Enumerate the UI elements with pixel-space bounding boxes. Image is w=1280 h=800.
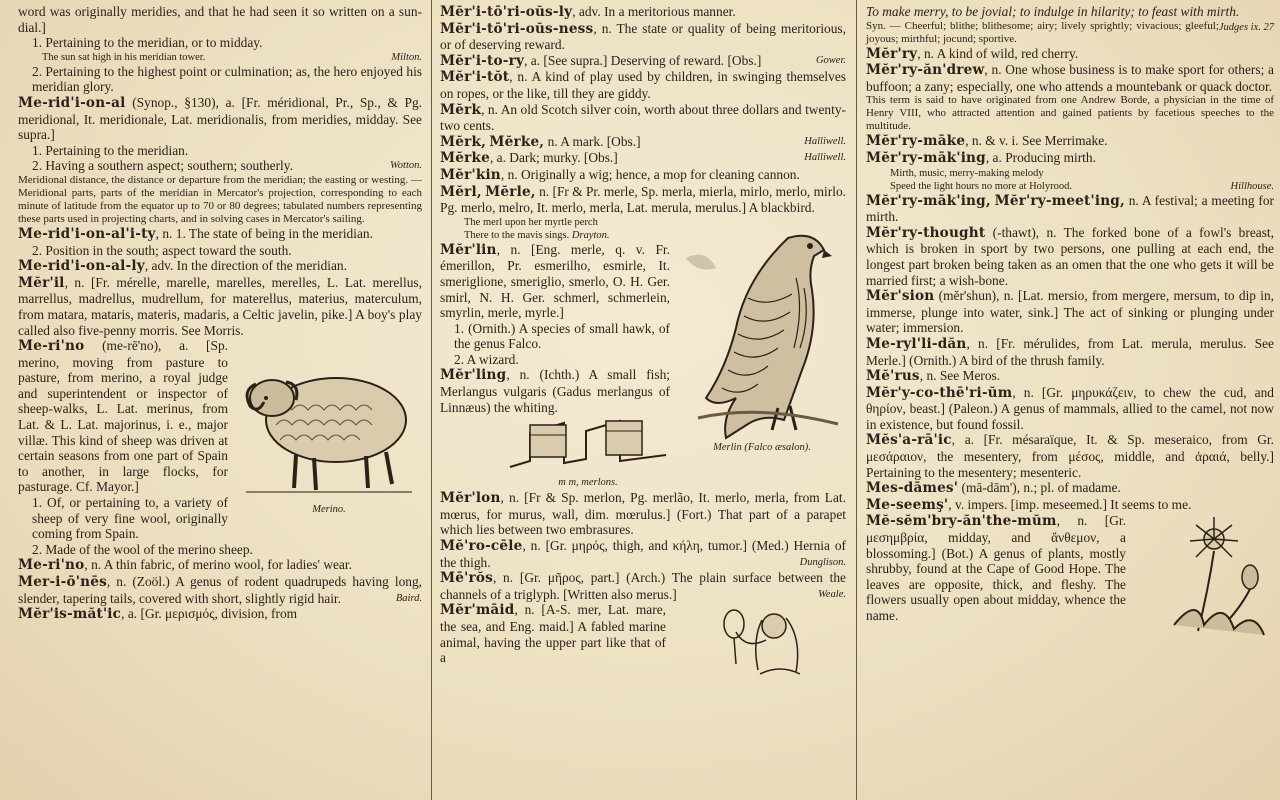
- headword: Me-rid'i-on-al-ly: [18, 258, 145, 275]
- entry-mesdames: Mes-dāmes' (mā-dām'), n.; pl. of madame.: [866, 480, 1121, 497]
- headword: Mĕr'sion: [866, 288, 935, 305]
- entry-merus: Mĕ'rus, n. See Meros.: [866, 368, 1001, 385]
- definition-sense: 1. (Ornith.) A species of small hawk, of the genus Falco.: [454, 320, 670, 352]
- entry-merl: Mĕrl, Mĕrle, n. [Fr & Pr. merle, Sp. merla, mierla, mirlo, merlo, mirlo. Pg. merlo, melro, It. merlo, merla, Lat. merula, merulus.] A blackbird.: [440, 183, 846, 216]
- entry-merry-making-adj: Mĕr'ry-māk'ing, a. Producing mirth.: [866, 149, 1096, 166]
- headword: Mĕr'i-tŏt: [440, 69, 510, 86]
- entry-meros: Mē'rŏs, n. [Gr. μῆρος, part.] (Arch.) The plain surface between the channels of a triglyph. [Written also merus.] Weale.: [440, 570, 846, 602]
- headword: Mĕrk: [440, 101, 482, 118]
- headword: Mĕr'lon: [440, 490, 501, 507]
- figure-caption: m m, merlons.: [558, 477, 618, 489]
- headword: Me-rid'i-on-al'i-ty: [18, 225, 156, 242]
- merlin-illustration: [678, 218, 846, 453]
- mesembryanthemum-illustration: [1134, 515, 1274, 645]
- entry-merry-andrew: Mĕr'ry-ăn'drew, n. One whose business is to make sport for others; a buffoon; a zany; especially, one who attends a mountebank or quack doctor.: [866, 62, 1274, 94]
- column-left: [14, 0, 426, 800]
- headword: Me-ri'no: [18, 557, 85, 574]
- headword: Mĕr'ry-meet'ing,: [994, 192, 1125, 209]
- entry-meril: Mĕr'il, n. [Fr. mérelle, marelle, marelles, merelles, L. Lat. merellus, marrellus, madrellus, mudrellum, for materellus, materius, materculum, from matara, mataris, materis, madaris, a Celtic javelin, pike.] A boy's play called also five-penny morris. See Morris.: [18, 274, 422, 338]
- entry-meritoriousness: Mĕr'i-tō'ri-oŭs-ness, n. The state or quality of being meritorious, or of deserving reward.: [440, 20, 846, 53]
- merlon-illustration: [506, 417, 670, 488]
- entry-mesaraic: Mĕs'a-rā'ic, a. [Fr. mésaraïque, It. & Sp. meseraico, from Gr. μεσάραιον, the mesentery, from μέσος, middle, and ἀραιά, belly.] Pertaining to the mesentery; mesenteric.: [866, 432, 1274, 480]
- definition-sense: 2. Made of the wool of the merino sheep.: [32, 541, 253, 557]
- headword: Mĕr'i-to-ry: [440, 52, 525, 69]
- entry-meridionality: Me-rid'i-on-al'i-ty, n. 1. The state of being in the meridian.: [18, 225, 373, 242]
- headword: Me-rid'i-on-al: [18, 94, 126, 111]
- entry-continuation: To make merry, to be jovial; to indulge in hilarity; to feast with mirth. Judges ix. 27: [866, 4, 1274, 33]
- mermaid-icon: [674, 604, 846, 694]
- entry-merry-cherry: Mĕr'ry, n. A kind of wild, red cherry.: [866, 45, 1079, 62]
- column-right: [862, 0, 1278, 800]
- entry-merlon: Mĕr'lon, n. [Fr & Sp. merlon, Pg. merlão, It. merlo, merla, from Lat. mœrus, for murus, wall, dim. mœrulus.] (Fort.) That part of a parapet which lies between two embrasures.: [440, 490, 846, 538]
- merino-illustration: [236, 340, 422, 515]
- definition-sense: 2. A wizard.: [454, 351, 519, 367]
- entry-mersion: Mĕr'sion (mĕr'shun), n. [Lat. mersio, from mergere, mersum, to dip in, immerse, plunge into water, sink.] The act of sinking or plunging under water; immersion.: [866, 288, 1274, 336]
- entry-meritory: Mĕr'i-to-ry, a. [See supra.] Deserving of reward. [Obs.] Gower.: [440, 52, 846, 69]
- entry-mesembryanthemum: Mĕ-sĕm'bry-ăn'the-mŭm, n. [Gr. μεσημβρία, midday, and ἄνθεμον, a blossoming.] (Bot.) A genus of plants, mostly shrubby, found at the Cape of Good Hope. The leaves are opposite, thick, and fleshy. The flowers usually open about midday, whence the name.: [866, 513, 1126, 623]
- headword: Me-ryl'li-dăn: [866, 335, 967, 352]
- headword: Mĕ'rus: [866, 368, 920, 385]
- entry-merke-dark: Mĕrke, a. Dark; murky. [Obs.] Halliwell.: [440, 150, 846, 167]
- entry-merino: Me-ri'no (me-rē'no), a. [Sp. merino, moving from pasture to pasture, from merino, a royal judge and superintendent or inspector of sheep-walks, L. Lat. merinus, from Lat. & L. Lat. majorinus, i. e., major villæ. This kind of sheep was driven at certain seasons from one part of Spain to another, in large flocks, for pasturage. Cf. Mayor.]: [18, 338, 228, 495]
- entry-merino-fabric: Me-ri'no, n. A thin fabric, of merino wool, for ladies' wear.: [18, 557, 352, 574]
- column-rule-left: [431, 0, 432, 800]
- entry-merkin: Mĕr'kin, n. Originally a wig; hence, a mop for cleaning cannon.: [440, 166, 800, 183]
- headword: Mĕr'ry: [866, 45, 918, 62]
- headword: Mĕ-sĕm'bry-ăn'the-mŭm: [866, 513, 1057, 530]
- figure-caption: Merino.: [312, 504, 346, 516]
- definition-sense: 1. Pertaining to the meridian, or to midday.: [32, 35, 263, 51]
- entry-merry-make: Mĕr'ry-māke, n. & v. i. See Merrimake.: [866, 133, 1108, 150]
- sheep-icon: [236, 340, 422, 502]
- quotation: The merl upon her myrtle perch There to the mavis sings. Drayton.: [464, 216, 610, 241]
- headword: Mĕs'a-rā'ic: [866, 432, 952, 449]
- entry-merry-making-noun: Mĕr'ry-māk'ing, Mĕr'ry-meet'ing, n. A festival; a meeting for mirth.: [866, 192, 1274, 225]
- quotation: Mirth, music, merry-making melody Speed the light hours no more at Holyrood. Hillhouse.: [890, 167, 1274, 192]
- headword: Mĕr'ry-ăn'drew: [866, 62, 985, 79]
- figure-caption: Merlin (Falco æsalon).: [713, 441, 811, 453]
- entry-merycotherium: Mĕr'y-co-thē'ri-ŭm, n. [Gr. μηρυκάζειν, to chew the cud, and θηρίον, beast.] (Paleon.) A genus of mammals, allied to the camel, not now in existence, but found fossil.: [866, 384, 1274, 432]
- headword: Mĕrk,: [440, 133, 487, 150]
- entry-meritoriously: Mĕr'i-tō'ri-oŭs-ly, adv. In a meritorious manner.: [440, 4, 736, 20]
- entry-mermaid: Mĕr'māid, n. [A-S. mer, Lat. mare, the sea, and Eng. maid.] A fabled marine animal, having the upper part like that of a: [440, 602, 666, 666]
- headword: Mĕrl,: [440, 183, 482, 200]
- headword: Me-seemş': [866, 496, 949, 513]
- definition-sense: 2. Having a southern aspect; southern; southerly. Wotton.: [32, 158, 422, 174]
- usage-note: This term is said to have originated from one Andrew Borde, a physician in the time of Henry VIII, who attracted attention and gained patients by facetious speeches to the multitude.: [866, 94, 1274, 133]
- definition-sense: 1. Of, or pertaining to, a variety of sheep of very fine wool, originally coming from Spain.: [32, 495, 228, 542]
- entry-merk: Mĕrk, n. An old Scotch silver coin, worth about three dollars and twenty-two cents.: [440, 101, 846, 134]
- entry-merismatic: Mĕr'is-măt'ic, a. [Gr. μερισμός, division, from: [18, 606, 298, 623]
- entry-meridional: Me-rid'i-on-al (Synop., §130), a. [Fr. méridional, Pr., Sp., & Pg. meridional, It. meridionale, Lat. meridionalis, from meridies, midday. See supra.]: [18, 94, 422, 143]
- entry-merullidan: Me-ryl'li-dăn, n. [Fr. mérulides, from Lat. merula, merulus. See Merle.] (Ornith.) A bird of the thrush family.: [866, 335, 1274, 368]
- headword: Mĕr'ling: [440, 367, 507, 384]
- definition-sense: 1. Pertaining to the meridian.: [32, 142, 189, 158]
- headword: Mĕr'il: [18, 274, 65, 291]
- merlin-hawk-icon: [678, 218, 846, 440]
- column-rule-right: [856, 0, 857, 800]
- headword: Mer-i-ō'nēs: [18, 574, 107, 590]
- headword: Mĕr'ry-māk'ing,: [866, 192, 991, 209]
- headword: Mĕr'y-co-thē'ri-ŭm: [866, 384, 1013, 401]
- entry-merrythought: Mĕr'ry-thought (-thawt), n. The forked bone of a fowl's breast, which is broken in sport by two persons, one pulling at each end, the longest part broken being taken as an omen that the one who gets it will be married first; a wish-bone.: [866, 224, 1274, 288]
- synonyms-note: Syn. — Cheerful; blithe; blithesome; airy; lively sprightly; vivacious; gleeful; joyous; mirthful; jocund; sportive.: [866, 19, 1219, 45]
- entry-continuation: word was originally meridies, and that he had seen it so written on a sun-dial.]: [18, 4, 422, 35]
- mermaid-illustration: [674, 604, 846, 694]
- headword: Mĕr'kin: [440, 166, 501, 183]
- entry-meseems: Me-seemş', v. impers. [imp. meseemed.] It seems to me.: [866, 496, 1192, 513]
- entry-meritot: Mĕr'i-tŏt, n. A kind of play used by children, in swinging themselves on ropes, or the like, till they are giddy.: [440, 69, 846, 101]
- headword: Mĕr'ry-thought: [866, 224, 986, 241]
- headword: Mē'rŏs: [440, 570, 493, 587]
- headword: Mĕr'ry-māk'ing: [866, 149, 986, 166]
- headword: Mes-dāmes': [866, 480, 959, 497]
- entry-merling: Mĕr'ling, n. (Ichth.) A small fish; Merlangus vulgaris (Gadus merlangus of Linnæus) the whiting.: [440, 367, 670, 415]
- merlons-icon: [506, 417, 670, 475]
- headword: Mĕr'ry-māke: [866, 133, 966, 150]
- headword: Mĕrle,: [485, 183, 536, 200]
- headword: Mĕrke,: [489, 133, 545, 150]
- quotation: The sun sat high in his meridian tower. Milton.: [42, 51, 422, 63]
- headword: Mĕr'māid: [440, 602, 515, 619]
- headword: Mĕr'lin: [440, 241, 497, 258]
- definition-sense: 2. Position in the south; aspect toward the south.: [32, 242, 292, 258]
- definition-sense: 2. Pertaining to the highest point or culmination; as, the hero enjoyed his meridian glory.: [32, 63, 422, 95]
- column-middle: [436, 0, 850, 800]
- entry-meriones: Mer-i-ō'nēs, n. (Zoöl.) A genus of rodent quadrupeds having long, slender, tapering tails, covered with short, slightly rigid hair. Baird.: [18, 574, 422, 606]
- headword: Mĕ'ro-cēle: [440, 538, 523, 555]
- headword: Me-ri'no: [18, 338, 85, 355]
- entry-merlin: Mĕr'lin, n. [Eng. merle, q. v. Fr. émerillon, Pr. esmerilho, esmirle, It. smeriglione, smeriglio, smerlo, O. H. Ger. smirl, N. H. Ger. schmerl, schmerlein, smyrlin, merle, myrle.]: [440, 241, 670, 321]
- flower-icon: [1134, 515, 1274, 645]
- headword: Mĕr'is-măt'ic: [18, 606, 122, 623]
- usage-note: Meridional distance, the distance or departure from the meridian; the easting or westing. — Meridional parts, parts of the meridian in Mercator's projection, corresponding to each minute of latitude from the equator up to 70 or 80 degrees; tabulated numbers representing these parts used in projecting charts, and in solving cases in Mercator's sailing.: [18, 173, 422, 225]
- entry-merke-mark: Mĕrk, Mĕrke, n. A mark. [Obs.] Halliwell.: [440, 133, 846, 150]
- headword: Mĕr'i-tō'ri-oŭs-ly: [440, 4, 573, 20]
- headword: Mĕr'i-tō'ri-oŭs-ness: [440, 20, 594, 37]
- entry-meridionally: Me-rid'i-on-al-ly, adv. In the direction of the meridian.: [18, 258, 347, 275]
- headword: Mĕrke: [440, 150, 490, 167]
- entry-merocele: Mĕ'ro-cēle, n. [Gr. μηρός, thigh, and κήλη, tumor.] (Med.) Hernia of the thigh. Dunglison.: [440, 538, 846, 570]
